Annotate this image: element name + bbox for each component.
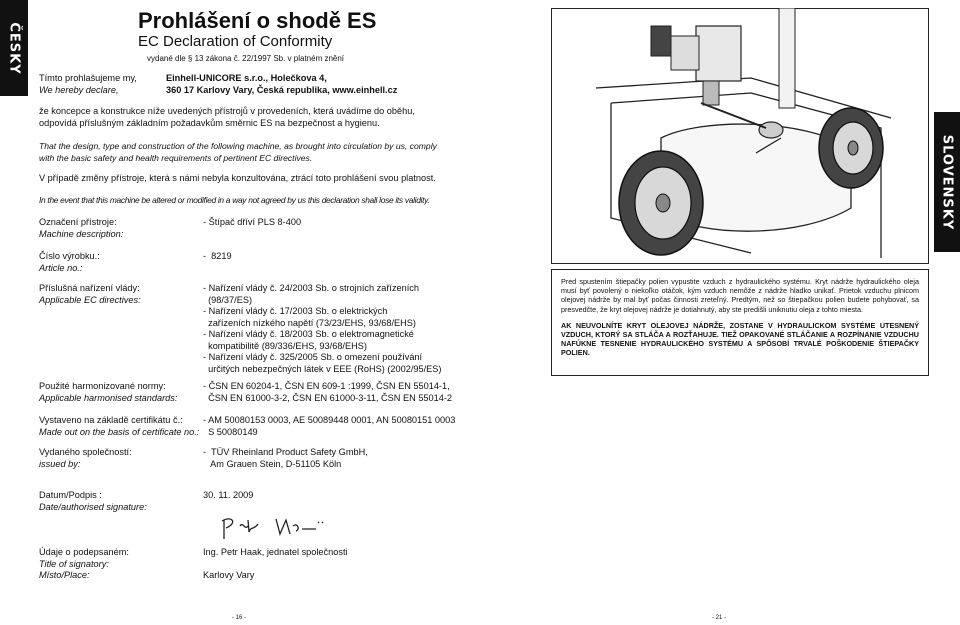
row-certificate <box>39 415 199 438</box>
concept-cz: že koncepce a konstrukce níže uvedených přístrojů v provedeních, která uvádíme do oběhu, odpovídá příslušným základním požadavkům směrnic ES na bezpečnost a hygienu. <box>39 106 415 128</box>
label-cz: Vydaného společností: <box>39 447 132 457</box>
label-cz: Použité harmonizované normy: <box>39 381 166 391</box>
log-splitter-illustration <box>551 8 929 264</box>
change-cz: V případě změny přístroje, která s námi nebyla konzultována, ztrácí toto prohlášení svou platnost. <box>39 173 436 183</box>
label-cz: Příslušná nařízení vlády: <box>39 283 140 293</box>
label-cz: Označení přístroje: <box>39 217 117 227</box>
sk-warning: AK NEUVOLNÍTE KRYT OLEJOVEJ NÁDRŽE, ZOSTANE V HYDRAULICKOM SYSTÉME UTESNENÝ VZDUCH, KTORÝ SA STLÁČA A ROZŤAHUJE. TIEŽ OPAKOVANÉ STLÁČANIE A ROZPÍNANIE VZDUCHU NAFÚKNE TESNENIE HYDRAULICKÉHO SYSTÉMU A SPÔSOBÍ TRVALÉ POŠKODENIE ŠTIEPAČKY POLIEN. <box>561 320 919 358</box>
label-en: issued by: <box>39 458 81 469</box>
value-certificate: - AM 50080153 0003, AE 50089448 0001, AN 50080151 0003 S 50080149 <box>203 415 456 437</box>
label-en: Applicable harmonised standards: <box>39 392 178 403</box>
signature-image <box>218 512 328 542</box>
row-article-no <box>39 251 100 274</box>
label-cz: Číslo výrobku.: <box>39 251 100 261</box>
language-tab-cesky <box>0 0 28 96</box>
value-standards: - ČSN EN 60204-1, ČSN EN 609-1 :1999, ČSN EN 55014-1, ČSN EN 61000-3-2, ČSN EN 61000-3-11, ČSN EN 55014-2 <box>203 381 453 403</box>
label-en: Title of signatory: <box>39 558 109 569</box>
label-place: Místo/Place: <box>39 570 90 580</box>
label-en: Applicable EC directives: <box>39 294 141 305</box>
value-machine-description: - Štípač dříví PLS 8-400 <box>203 217 302 227</box>
row-standards <box>39 381 177 404</box>
slovak-notice-box <box>551 269 929 376</box>
row-issued-by <box>39 447 132 470</box>
row-date <box>39 490 147 513</box>
label-en: Date/authorised signature: <box>39 501 147 512</box>
row-machine-description <box>39 217 123 240</box>
company-address: 360 17 Karlovy Vary, Česká republika, www.einhell.cz <box>166 85 398 95</box>
value-date: 30. 11. 2009 <box>203 490 254 500</box>
label-cz: Vystaveno na základě certifikátu č.: <box>39 415 183 425</box>
page-number-right: - 21 - <box>712 615 727 621</box>
label-en: Machine description: <box>39 228 124 239</box>
label-cz: Údaje o podepsaném: <box>39 547 129 557</box>
language-tab-label: ČESKY <box>6 21 22 75</box>
value-signatory: Ing. Petr Haak, jednatel společnosti <box>203 547 348 557</box>
row-directives <box>39 283 141 306</box>
change-en: In the event that this machine be altered or modified in a way not agreed by us this declaration shall lose its validity. <box>39 195 430 205</box>
sk-paragraph: Pred spustením štiepačky polien vypustite vzduch z hydraulického systému. Kryt nádrže hydraulického oleja musí byť povolený o niekoľko otáčok, kým vzduch nemôže z nádrže hladko unikať. Prietok vzduchu plnicom olejovej nádrže by mal byť počas činnosti zreteľný. Predtým, než so štiepačkou polien budete pohybovať, sa presvedčte, že kryt olejovej nádrže je dotiahnutý, aby ste predišli uniknutiu oleja z tohto miesta. <box>561 277 919 314</box>
page-subtitle: EC Declaration of Conformity <box>138 33 333 50</box>
value-place: Karlovy Vary <box>203 570 255 580</box>
row-signatory <box>39 547 129 582</box>
company-name: Einhell-UNICORE s.r.o., Holečkova 4, <box>166 73 327 83</box>
legal-reference: vydané dle § 13 zákona č. 22/1997 Sb. v platném znění <box>147 54 345 63</box>
language-tab-slovensky <box>934 112 960 252</box>
value-article-no: - 8219 <box>203 251 232 261</box>
language-tab-label: SLOVENSKY <box>939 134 955 230</box>
page-number-left: - 16 - <box>232 615 247 621</box>
declare-label-en: We hereby declare, <box>39 85 119 95</box>
page-title: Prohlášení o shodě ES <box>138 8 377 33</box>
value-issued-by: - TÜV Rheinland Product Safety GmbH, Am Grauen Stein, D-51105 Köln <box>203 447 368 469</box>
label-en: Article no.: <box>39 262 83 273</box>
concept-en: That the design, type and construction of the following machine, as brought into circulation by us, comply with the basic safety and health requirements of pertinent EC directives. <box>39 141 437 163</box>
declare-label-cz: Tímto prohlašujeme my, <box>39 73 137 83</box>
value-directives: - Nařízení vlády č. 24/2003 Sb. o strojních zařízeních (98/37/ES) - Nařízení vlády č. 17/2003 Sb. o elektrických zařízeních nízkého napětí (73/23/EHS, 93/68/EHS) - Nařízení vlády č. 18/2003 Sb. o elektromagnetické kompatibilitě (89/336/EHS, 93/68/EHS) - Nařízení vlády č. 325/2005 Sb. o omezení používání určitých nebezpečných látek v EEE (RoHS) (2002/95/ES) <box>203 283 442 374</box>
label-en: Made out on the basis of certificate no.: <box>39 426 200 437</box>
label-cz: Datum/Podpis : <box>39 490 102 500</box>
